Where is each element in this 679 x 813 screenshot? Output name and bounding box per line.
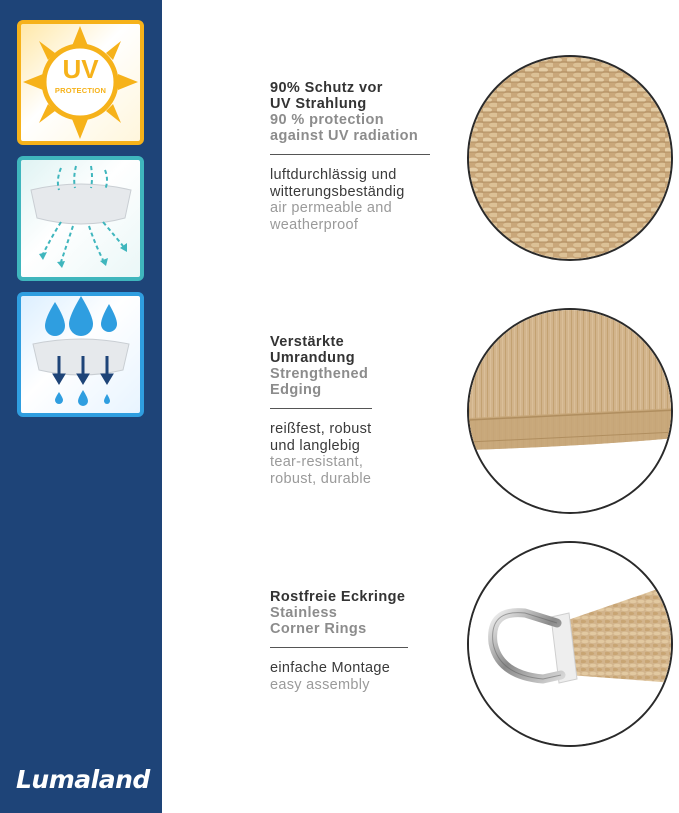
- feature-desc-en: tear-resistant, robust, durable: [270, 454, 372, 487]
- divider: [270, 408, 372, 409]
- feature-title-en: Strengthened Edging: [270, 366, 369, 398]
- feature-title-de: Verstärkte Umrandung: [270, 334, 355, 366]
- feature-title-de: Rostfreie Eckringe: [270, 589, 406, 605]
- fabric-weave-closeup-image: [467, 55, 673, 261]
- uv-badge-text: UV: [62, 54, 99, 84]
- water-permeable-icon: [21, 296, 140, 413]
- brand-logo: Lumaland: [16, 765, 150, 794]
- feature-desc-en: air permeable and weatherproof: [270, 200, 392, 233]
- feature-desc-de: reißfest, robust und langlebig: [270, 421, 372, 454]
- feature-desc-de: luftdurchlässig und witterungsbeständig: [270, 167, 405, 200]
- uv-badge-subtext: PROTECTION: [54, 86, 107, 95]
- feature-corner-rings: [270, 589, 470, 693]
- feature-title-de: 90% Schutz vor UV Strahlung: [270, 80, 383, 112]
- feature-edging: [270, 334, 470, 487]
- uv-protection-tile: [17, 20, 144, 145]
- feature-title-en: 90 % protection against UV radiation: [270, 112, 419, 144]
- air-permeable-icon: [21, 160, 140, 277]
- feature-desc-en: easy assembly: [270, 676, 370, 693]
- water-permeable-tile: [17, 292, 144, 417]
- feature-title-en: Stainless Corner Rings: [270, 605, 367, 637]
- stainless-d-ring-closeup-image: [467, 541, 673, 747]
- divider: [270, 154, 430, 155]
- sidebar: [0, 0, 162, 813]
- feature-uv-protection: [270, 80, 470, 233]
- air-permeable-tile: [17, 156, 144, 281]
- feature-desc-de: einfache Montage: [270, 660, 391, 676]
- divider: [270, 647, 408, 648]
- reinforced-edge-closeup-image: [467, 308, 673, 514]
